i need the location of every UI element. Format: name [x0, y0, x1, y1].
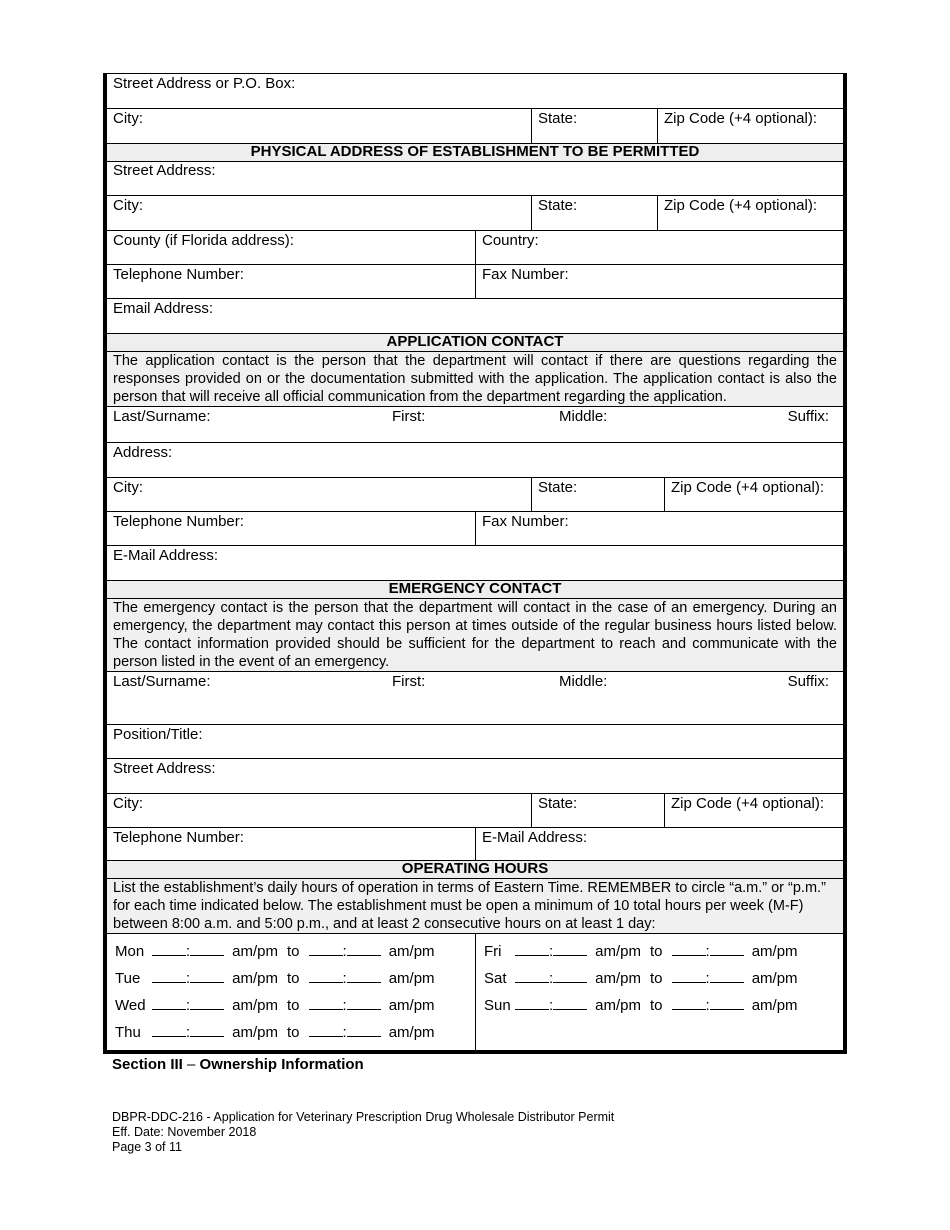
close-ampm-label: am/pm	[388, 970, 435, 987]
hours-row-3-days_left	[115, 1024, 435, 1041]
time-colon: :	[186, 970, 191, 987]
to-label: to	[287, 970, 300, 987]
footer-form-title: DBPR-DDC-216 - Application for Veterinary Prescription Drug Wholesale Distributor Permit	[112, 1110, 615, 1124]
to-label: to	[287, 1024, 300, 1041]
day-label: Sun	[484, 997, 511, 1014]
app-middle-label: Middle:	[559, 408, 608, 425]
mailing-city-label: City:	[113, 110, 143, 127]
time-colon: :	[186, 997, 191, 1014]
physical-street-row	[107, 162, 843, 196]
to-label: to	[287, 943, 300, 960]
app-suffix-label: Suffix:	[787, 408, 829, 425]
close-hour-input[interactable]	[672, 997, 706, 1010]
close-hour-input[interactable]	[309, 997, 343, 1010]
close-ampm-label: am/pm	[388, 1024, 435, 1041]
mailing-zip-field[interactable]	[657, 109, 843, 143]
open-ampm-label: am/pm	[232, 1024, 279, 1041]
time-colon: :	[705, 997, 710, 1014]
emergency-state-label: State:	[538, 795, 578, 812]
app-state-label: State:	[538, 479, 578, 496]
app-fax-field[interactable]	[475, 512, 843, 545]
app-address-row	[107, 443, 843, 478]
emergency-position-label: Position/Title:	[113, 726, 203, 743]
physical-city-label: City:	[113, 197, 143, 214]
operating-hours-header: OPERATING HOURS	[107, 861, 843, 879]
hours-row-0-days_right	[484, 943, 798, 960]
close-ampm-label: am/pm	[751, 997, 798, 1014]
hours-row-2-days_left	[115, 997, 435, 1014]
physical-address-header: PHYSICAL ADDRESS OF ESTABLISHMENT TO BE PERMITTED	[107, 144, 843, 162]
app-fax-label: Fax Number:	[482, 513, 569, 530]
section-title	[112, 1056, 364, 1073]
footer-page-number: Page 3 of 11	[112, 1140, 182, 1154]
time-colon: :	[342, 943, 347, 960]
emergency-phone-row	[107, 828, 843, 861]
day-label: Wed	[115, 997, 146, 1014]
emergency-contact-header: EMERGENCY CONTACT	[107, 581, 843, 599]
mailing-zip-label: Zip Code (+4 optional):	[664, 110, 818, 127]
emergency-last-label: Last/Surname:	[113, 673, 211, 690]
open-hour-input[interactable]	[515, 997, 549, 1010]
app-phone-field[interactable]	[107, 512, 475, 545]
physical-county-field[interactable]	[107, 231, 475, 264]
close-minute-input[interactable]	[347, 970, 381, 983]
emergency-middle-label: Middle:	[559, 673, 608, 690]
open-hour-input[interactable]	[515, 943, 549, 956]
open-ampm-label: am/pm	[232, 970, 279, 987]
physical-country-field[interactable]	[475, 231, 843, 264]
close-minute-input[interactable]	[347, 997, 381, 1010]
emergency-city-field[interactable]	[107, 794, 531, 827]
emergency-position-field[interactable]	[107, 725, 843, 758]
close-hour-input[interactable]	[309, 943, 343, 956]
open-ampm-label: am/pm	[232, 997, 279, 1014]
app-city-label: City:	[113, 479, 143, 496]
time-colon: :	[342, 997, 347, 1014]
open-minute-input[interactable]	[553, 943, 587, 956]
section-name: Ownership Information	[199, 1056, 364, 1073]
open-minute-input[interactable]	[190, 997, 224, 1010]
close-hour-input[interactable]	[672, 970, 706, 983]
emergency-city-label: City:	[113, 795, 143, 812]
open-minute-input[interactable]	[190, 943, 224, 956]
app-state-field[interactable]	[531, 478, 664, 511]
mailing-street-row	[107, 74, 843, 109]
open-minute-input[interactable]	[553, 970, 587, 983]
physical-country-label: Country:	[482, 232, 539, 249]
application-contact-description: The application contact is the person that the department will contact if there are questions regarding the responses provided on or the documentation submitted with the application. The application contact is also the person that will receive all official communication from the department regarding the application.	[107, 352, 843, 406]
physical-email-row	[107, 299, 843, 334]
emergency-email-label: E-Mail Address:	[482, 829, 588, 846]
app-email-label: E-Mail Address:	[113, 547, 219, 564]
hours-row-1-days_left	[115, 970, 435, 987]
open-ampm-label: am/pm	[595, 943, 642, 960]
app-email-row	[107, 546, 843, 581]
time-colon: :	[705, 970, 710, 987]
mailing-city-row	[107, 109, 843, 144]
emergency-zip-label: Zip Code (+4 optional):	[671, 795, 825, 812]
emergency-position-row	[107, 725, 843, 759]
day-label: Tue	[115, 970, 141, 987]
time-colon: :	[186, 943, 191, 960]
close-ampm-label: am/pm	[751, 970, 798, 987]
emergency-city-row	[107, 794, 843, 828]
physical-city-field[interactable]	[107, 196, 531, 230]
close-minute-input[interactable]	[347, 943, 381, 956]
time-colon: :	[186, 1024, 191, 1041]
application-contact-header: APPLICATION CONTACT	[107, 334, 843, 352]
app-city-row	[107, 478, 843, 512]
mailing-street-label: Street Address or P.O. Box:	[113, 75, 296, 92]
operating-hours-description: List the establishment’s daily hours of operation in terms of Eastern Time. REMEMBER to circle “a.m.” or “p.m.” for each time indicated below. The establishment must be open a minimum of 10 total hours per week (M-F) between 8:00 a.m. and 5:00 p.m., and at least 2 consecutive hours on at least 1 day:	[107, 879, 843, 934]
physical-state-label: State:	[538, 197, 578, 214]
emergency-name-row[interactable]	[107, 671, 843, 725]
open-hour-input[interactable]	[152, 997, 186, 1010]
time-colon: :	[549, 970, 554, 987]
emergency-phone-field[interactable]	[107, 828, 475, 860]
close-ampm-label: am/pm	[751, 943, 798, 960]
close-minute-input[interactable]	[710, 970, 744, 983]
emergency-street-label: Street Address:	[113, 760, 216, 777]
mailing-state-field[interactable]	[531, 109, 657, 143]
physical-phone-row	[107, 265, 843, 299]
close-ampm-label: am/pm	[388, 997, 435, 1014]
to-label: to	[650, 943, 663, 960]
to-label: to	[287, 997, 300, 1014]
hours-left-column	[107, 934, 475, 1050]
hours-row-2-days_right	[484, 997, 798, 1014]
day-label: Mon	[115, 943, 145, 960]
physical-fax-field[interactable]	[475, 265, 843, 298]
to-label: to	[650, 970, 663, 987]
physical-zip-field[interactable]	[657, 196, 843, 230]
physical-email-label: Email Address:	[113, 300, 214, 317]
to-label: to	[650, 997, 663, 1014]
app-phone-label: Telephone Number:	[113, 513, 244, 530]
physical-county-label: County (if Florida address):	[113, 232, 294, 249]
day-label: Thu	[115, 1024, 141, 1041]
application-form	[103, 73, 847, 1054]
app-zip-label: Zip Code (+4 optional):	[671, 479, 825, 496]
emergency-state-field[interactable]	[531, 794, 664, 827]
open-hour-input[interactable]	[152, 970, 186, 983]
emergency-email-field[interactable]	[475, 828, 843, 860]
open-hour-input[interactable]	[152, 1024, 186, 1037]
physical-city-row	[107, 196, 843, 231]
open-hour-input[interactable]	[515, 970, 549, 983]
physical-street-label: Street Address:	[113, 162, 216, 179]
open-ampm-label: am/pm	[232, 943, 279, 960]
footer-eff-date: Eff. Date: November 2018	[112, 1125, 257, 1139]
open-ampm-label: am/pm	[595, 970, 642, 987]
day-label: Sat	[484, 970, 507, 987]
app-email-field[interactable]	[107, 546, 843, 580]
open-hour-input[interactable]	[152, 943, 186, 956]
physical-street-field[interactable]	[107, 162, 843, 195]
emergency-street-row	[107, 759, 843, 794]
close-minute-input[interactable]	[710, 943, 744, 956]
app-phone-row	[107, 512, 843, 546]
close-hour-input[interactable]	[672, 943, 706, 956]
mailing-street-field[interactable]	[107, 74, 843, 108]
emergency-phone-label: Telephone Number:	[113, 829, 244, 846]
day-label: Fri	[484, 943, 502, 960]
time-colon: :	[342, 970, 347, 987]
time-colon: :	[705, 943, 710, 960]
open-minute-input[interactable]	[553, 997, 587, 1010]
close-hour-input[interactable]	[309, 970, 343, 983]
mailing-city-field[interactable]	[107, 109, 531, 143]
app-address-label: Address:	[113, 444, 173, 461]
close-ampm-label: am/pm	[388, 943, 435, 960]
physical-email-field[interactable]	[107, 299, 843, 333]
mailing-state-label: State:	[538, 110, 578, 127]
close-minute-input[interactable]	[710, 997, 744, 1010]
time-colon: :	[549, 943, 554, 960]
open-minute-input[interactable]	[190, 970, 224, 983]
hours-row-1-days_right	[484, 970, 798, 987]
emergency-first-label: First:	[392, 673, 426, 690]
physical-zip-label: Zip Code (+4 optional):	[664, 197, 818, 214]
physical-county-row	[107, 231, 843, 265]
app-first-label: First:	[392, 408, 426, 425]
app-contact-name-row[interactable]	[107, 406, 843, 443]
section-dash: –	[182, 1056, 200, 1073]
app-address-field[interactable]	[107, 443, 843, 477]
time-colon: :	[342, 1024, 347, 1041]
emergency-contact-description: The emergency contact is the person that the department will contact in the case of an emergency. During an emergency, the department may contact this person at times outside of the regular business hours listed below. The contact information provided should be sufficient for the department to reach and communicate with the person listed in the event of an emergency.	[107, 599, 843, 671]
app-city-field[interactable]	[107, 478, 531, 511]
physical-phone-label: Telephone Number:	[113, 266, 244, 283]
physical-fax-label: Fax Number:	[482, 266, 569, 283]
open-minute-input[interactable]	[190, 1024, 224, 1037]
physical-phone-field[interactable]	[107, 265, 475, 298]
hours-row-0-days_left	[115, 943, 435, 960]
app-last-label: Last/Surname:	[113, 408, 211, 425]
hours-right-column	[476, 934, 843, 1050]
footer	[112, 1110, 614, 1155]
open-ampm-label: am/pm	[595, 997, 642, 1014]
emergency-suffix-label: Suffix:	[787, 673, 829, 690]
close-minute-input[interactable]	[347, 1024, 381, 1037]
physical-state-field[interactable]	[531, 196, 657, 230]
app-zip-field[interactable]	[664, 478, 843, 511]
emergency-street-field[interactable]	[107, 759, 843, 793]
close-hour-input[interactable]	[309, 1024, 343, 1037]
time-colon: :	[549, 997, 554, 1014]
section-number: Section III	[112, 1056, 183, 1073]
emergency-zip-field[interactable]	[664, 794, 843, 827]
